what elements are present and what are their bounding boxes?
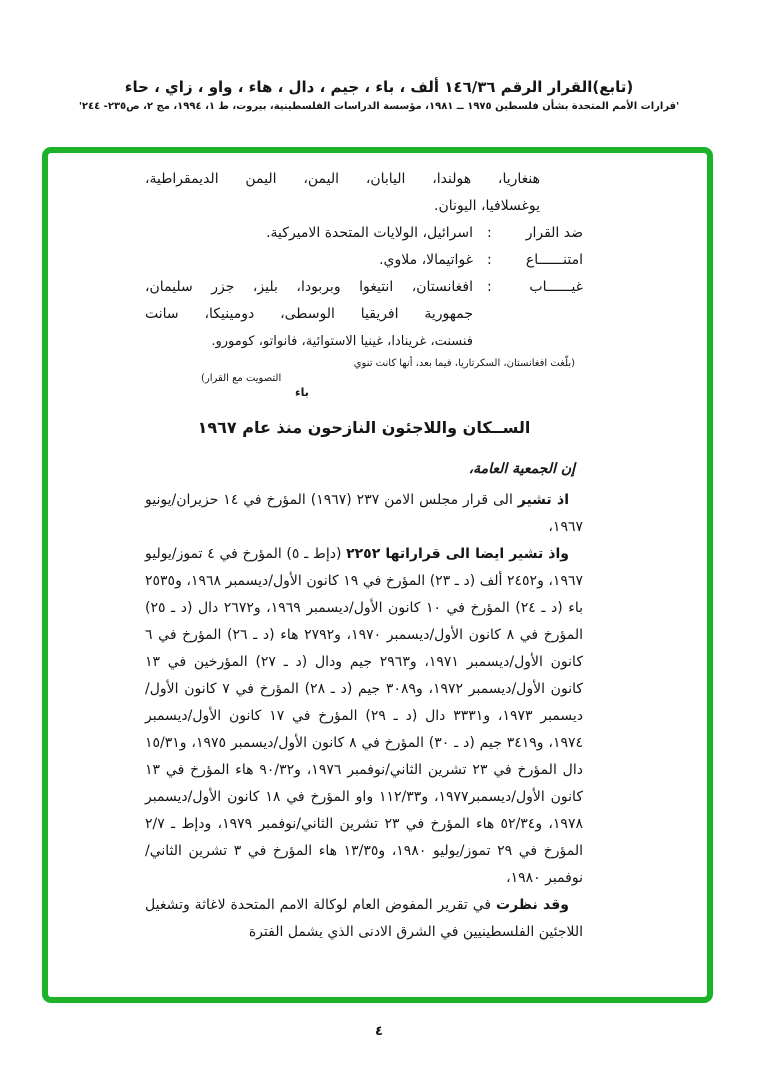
resolution-opening: إن الجمعية العامة، [468,461,575,477]
paragraph-lead: وقد نظرت [496,897,569,913]
vote-label [485,247,583,274]
resolution-title: الســكان واللاجئون النازحون منذ عام ١٩٦٧ [197,418,531,437]
header-resolution-title: (تابع)القرار الرقم ١٤٦/٣٦ ألف ، باء ، جيم ، دال ، هاء ، واو ، زاي ، حاء [124,78,634,96]
country-list-line: يوغسلافيا، اليونان. [434,198,540,214]
paragraph-text: الى قرار مجلس الامن ٢٣٧ (١٩٦٧) المؤرخ في ١٤ حزيران/يونيو ١٩٦٧، [145,492,583,535]
paragraph-lead: اذ تشير [517,492,569,508]
vote-countries [145,220,473,247]
vote-label-text: امتنــــــاع [525,252,583,268]
vote-countries [145,247,473,274]
country-list-line: فنسنت، غرينادا، غينيا الاستوائية، فانواتو، كومورو. [211,334,473,349]
vote-label-text: غيــــــاب [529,279,583,295]
preambular-paragraph [145,487,583,541]
country-list-line: افغانستان، انتيغوا وبربودا، بليز، جزر سليمان، [145,279,473,295]
note-line: التصويت مع القرار) [201,372,282,384]
page-number: ٤ [375,1024,383,1039]
country-list-line: اسرائيل، الولايات المتحدة الاميركية. [266,225,473,241]
paragraph-lead: واذ تشير ايضا الى قراراتها ٢٢٥٢ [346,546,569,562]
preambular-paragraph [145,541,583,892]
vote-row-against [145,220,583,247]
vote-countries [145,274,473,355]
secretariat-note [201,357,575,386]
vote-label-text: ضد القرار [525,225,583,241]
paragraph-text: (دإط ـ ٥) المؤرخ في ٤ تموز/يوليو ١٩٦٧، و٢٤٥٢ ألف (د ـ ٢٣) المؤرخ في ١٩ كانون الأول/ديسمبر ١٩٦٨، و٢٥٣٥ باء (د ـ ٢٤) المؤرخ في ١٠ كانون الأول/ديسمبر ١٩٦٩، و٢٦٧٢ دال (د ـ ٢٥) المؤرخ في ٨ كانون الأول/ديسمبر ١٩٧٠، و٢٧٩٢ هاء (د ـ ٢٦) المؤرخ في ٦ كانون الأول/ديسمبر ١٩٧١، و٢٩٦٣ جيم ودال (د ـ ٢٧) المؤرخين في ١٣ كانون الأول/ديسمبر ١٩٧٢، و٣٠٨٩ جيم (د ـ ٢٨) المؤرخ في ٧ كانون الأول/ديسمبر ١٩٧٣، و٣٣٣١ دال (د ـ ٢٩) المؤرخ في ١٧ كانون الأول/ديسمبر ١٩٧٤، و٣٤١٩ جيم (د ـ ٣٠) المؤرخ في ٨ كانون الأول/ديسمبر ١٩٧٥، و١٥/٣١ دال المؤرخ في ٢٣ تشرين الثاني/نوفمبر ١٩٧٦، و٩٠/٣٢ هاء المؤرخ في ١٣ كانون الأول/ديسمبر١٩٧٧، و١١٢/٣٣ واو المؤرخ في ١٨ كانون الأول/ديسمبر ١٩٧٨، و٥٢/٣٤ هاء المؤرخ في ٢٣ تشرين الثاني/نوفمبر ١٩٧٩، ودإط ـ ٢/٧ المؤرخ في ٢٩ تموز/يوليو ١٩٨٠، و١٣/٣٥ هاء المؤرخ في ٣ تشرين الثاني/نوفمبر ١٩٨٠، [145,546,584,886]
country-list-line: غواتيمالا، ملاوي. [379,252,473,268]
vote-row-absent [145,274,583,355]
document-body [145,166,583,946]
vote-row-abstaining [145,247,583,274]
vote-colon: : [487,225,492,241]
vote-label [485,220,583,247]
page-header [0,78,758,112]
vote-label [485,274,583,355]
note-line: (بلّغت افغانستان، السكرتاريا، فيما بعد، أنها كانت تنوي [353,358,575,369]
vote-colon: : [487,279,492,295]
country-list-line: جمهورية افريقيا الوسطى، دومينيكا، سانت [145,306,473,322]
country-list-line: هنغاريا، هولندا، اليابان، اليمن، اليمن الديمقراطية، [145,171,540,187]
paragraph-text: في تقرير المفوض العام لوكالة الامم المتحدة لاغاثة وتشغيل اللاجئين الفلسطينيين في الشرق الادنى الذي يشمل الفترة [145,897,583,940]
section-letter-b: باء [295,386,309,399]
header-source-citation: 'قرارات الأمم المتحدة بشأن فلسطين ١٩٧٥ ــ ١٩٨١، مؤسسة الدراسات الفلسطينية، بيروت، ط ١، ١٩٩٤، مج ٢، ص٢٣٥- ٢٤٤' [78,101,680,112]
vote-in-favour-continuation [145,166,540,220]
preambular-paragraph [145,892,583,946]
vote-colon: : [487,252,492,268]
